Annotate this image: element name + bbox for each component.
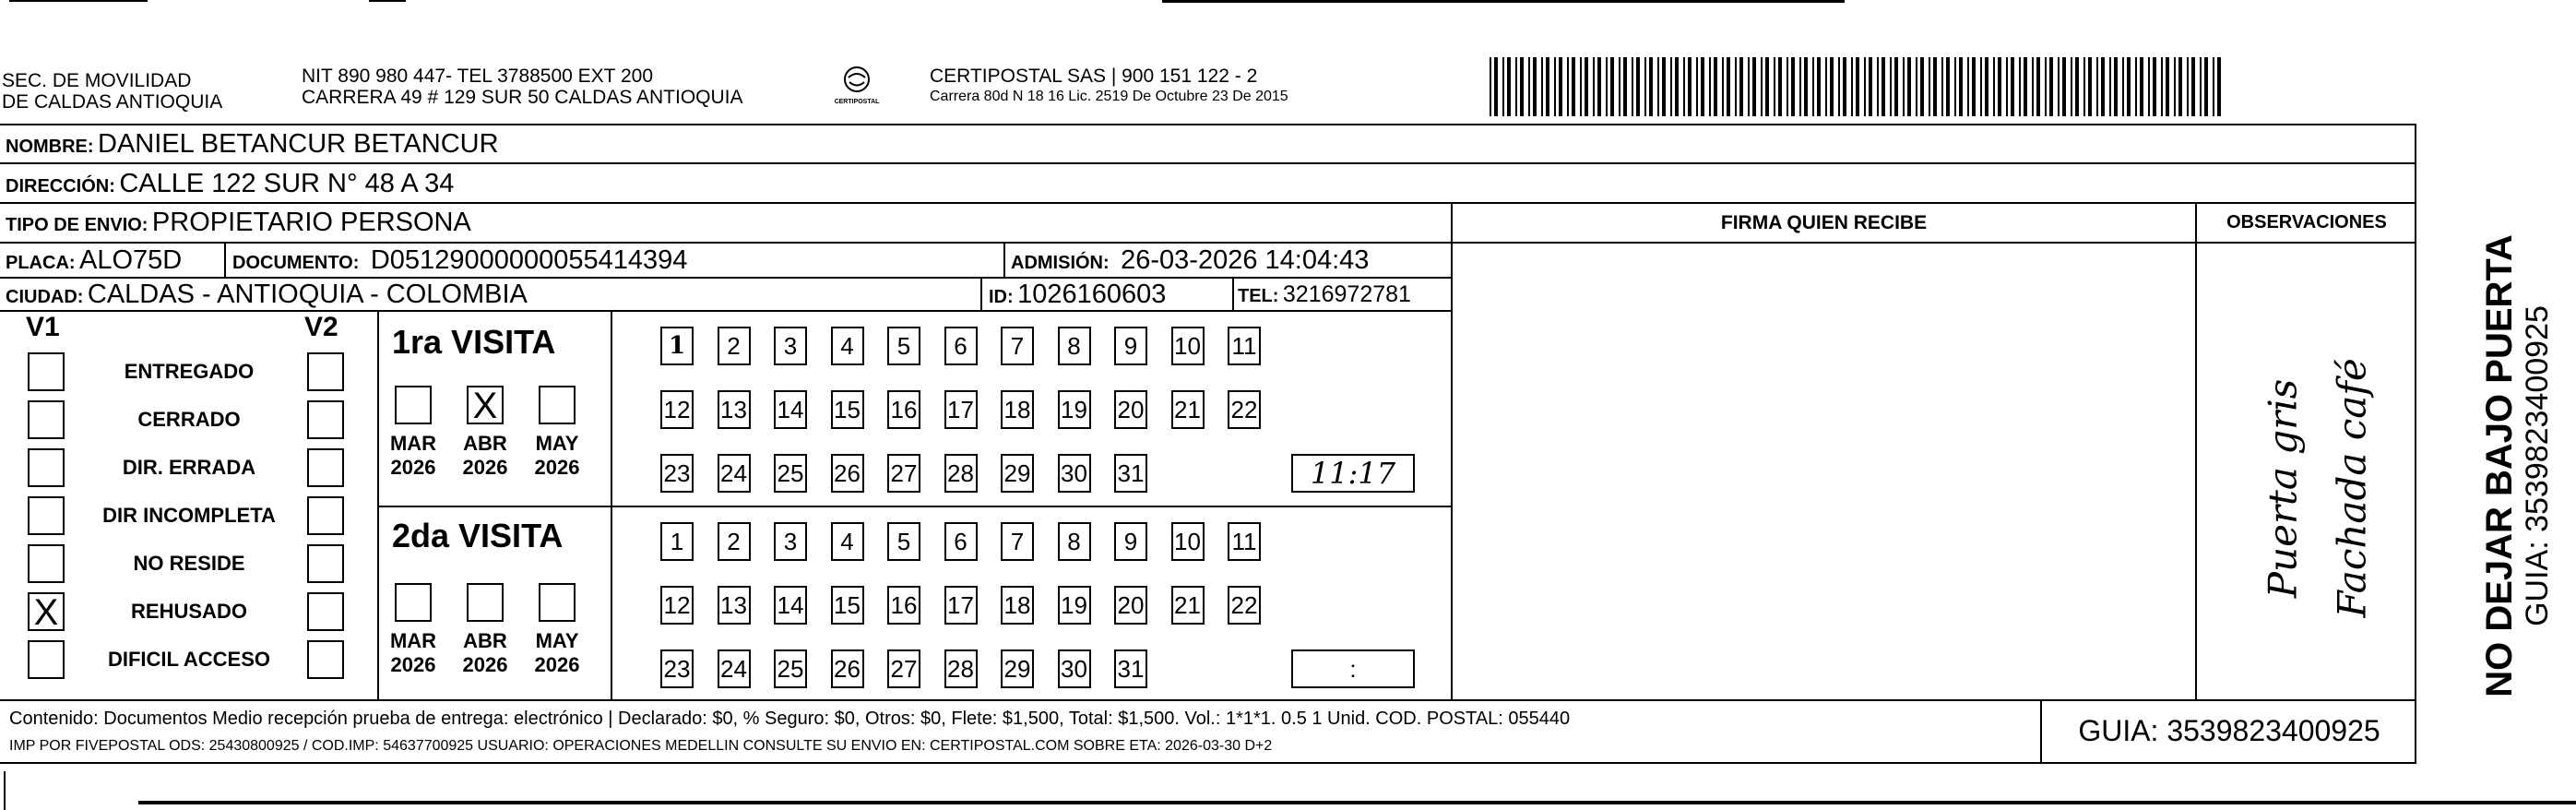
visit2-day-box[interactable]: 18 [1001,586,1034,625]
row-divider [0,162,2416,164]
barcode-bar [1946,57,1950,116]
month-year: 2026 [534,456,580,479]
barcode-bar [2127,57,2131,116]
barcode-bar [2166,57,2169,116]
direccion-value: CALLE 122 SUR N° 48 A 34 [119,169,455,198]
month-name: MAR [389,629,437,652]
sender-entity-line1: SEC. DE MOVILIDAD [2,70,192,91]
barcode-bar [1554,57,1556,116]
barcode-bar [2088,57,2092,116]
barcode-bar [1748,57,1750,116]
barcode-bar [2036,57,2040,116]
barcode-bar [1941,57,1943,116]
cell-divider [1003,243,1005,277]
documento-value: D05129000000055414394 [370,245,688,275]
barcode-bar [2200,57,2202,116]
barcode-bar [1502,57,1504,116]
visit2-day-box[interactable]: 19 [1058,586,1091,625]
barcode-bar [1765,57,1769,116]
visit1-day-box[interactable]: 15 [831,390,864,429]
v1-checkbox[interactable] [28,640,65,679]
visit1-day-box[interactable]: 24 [718,454,751,493]
visit1-day-box[interactable]: 30 [1058,454,1091,493]
barcode-bar [1817,57,1821,116]
month-name: MAY [535,629,579,652]
visit1-day-box[interactable]: 6 [944,327,978,365]
barcode-bar [2204,57,2208,116]
visit2-day-box[interactable]: 27 [887,649,920,688]
visit1-day-box[interactable]: 20 [1114,390,1147,429]
v1-checkbox[interactable] [28,352,65,391]
visit1-day-box[interactable]: 26 [831,454,864,493]
barcode-bar [1593,57,1595,116]
barcode-bar [1610,57,1614,116]
visit1-day-box[interactable]: 28 [944,454,978,493]
barcode-bar [1903,57,1905,116]
visit2-day-box[interactable]: 13 [718,586,751,625]
visit1-day-box[interactable]: 23 [660,454,694,493]
visit2-day-box[interactable]: 7 [1001,522,1034,561]
month-year: 2026 [390,653,436,676]
carrier-info [930,66,1288,105]
barcode-bar [1520,57,1524,116]
id-label: ID: [989,287,1014,307]
barcode-bar [1490,57,1491,116]
row-divider [0,310,1452,312]
barcode-bar [1739,57,1743,116]
visit1-day-box[interactable]: 3 [774,327,807,365]
barcode-bar [2135,57,2137,116]
v2-checkbox[interactable] [307,448,344,487]
visit1-day-box[interactable]: 17 [944,390,978,429]
barcode-bar [1515,57,1517,116]
visit2-day-box[interactable]: 23 [660,649,694,688]
visit2-day-box[interactable]: 1 [660,522,694,561]
barcode-bar [2058,57,2060,116]
barcode-bar [1843,57,1846,116]
barcode-bar [1559,57,1562,116]
barcode-bar [1683,57,1685,116]
v2-checkbox[interactable] [307,352,344,391]
barcode-bar [2019,57,2021,116]
visit2-day-box[interactable]: 10 [1171,522,1205,561]
month-year: 2026 [462,456,508,479]
visit2-day-box[interactable]: 31 [1114,649,1147,688]
visit2-month-label [384,629,443,677]
barcode-bar [2024,57,2027,116]
month-year: 2026 [462,653,508,676]
sender-nit: NIT 890 980 447- TEL 3788500 EXT 200 [302,66,654,87]
month-year: 2026 [390,456,436,479]
direccion-label: DIRECCIÓN: [6,176,115,197]
tipo-value: PROPIETARIO PERSONA [151,208,471,237]
visit1-day-box[interactable]: 31 [1114,454,1147,493]
v2-checkbox[interactable] [307,592,344,631]
visit1-month-checkbox[interactable] [395,386,432,424]
visit2-day-box[interactable]: 2 [718,522,751,561]
nombre-label: NOMBRE: [6,137,94,157]
barcode-bar [1920,57,1924,116]
barcode-bar [1722,57,1724,116]
visit2-day-box[interactable]: 11 [1228,522,1261,561]
visit1-day-box[interactable]: 22 [1228,390,1261,429]
sender-contact [302,66,743,108]
top-dash [9,0,148,2]
barcode-bar [2153,57,2156,116]
visit2-month-checkbox[interactable] [467,583,504,622]
barcode-bar [2049,57,2053,116]
tipo-label: TIPO DE ENVIO: [6,215,148,235]
visit2-day-box[interactable]: 6 [944,522,978,561]
observaciones-header: OBSERVACIONES [2226,212,2387,232]
visit2-day-box[interactable]: 9 [1114,522,1147,561]
visit2-month-label [456,629,515,677]
side-warning-line2: GUIA: 3539823400925 [2520,305,2555,626]
cell-divider [980,278,982,310]
visit2-day-box[interactable]: 22 [1228,586,1261,625]
sender-entity [2,70,222,113]
ciudad-cell [6,280,528,310]
barcode-bar [2045,57,2047,116]
barcode-bar [1890,57,1892,116]
barcode-bar [1804,57,1808,116]
barcode-bar [2122,57,2124,116]
barcode-bar [1494,57,1498,116]
status-label: ENTREGADO [124,360,255,383]
tel-cell [1238,281,1411,308]
month-year: 2026 [534,653,580,676]
sender-entity-line2: DE CALDAS ANTIOQUIA [2,91,223,113]
status-label: DIR. ERRADA [122,456,256,479]
visit1-month-label [384,432,443,480]
row-divider [0,699,2416,701]
placa-cell [6,245,182,276]
barcode-bar [2178,57,2182,116]
id-value: 1026160603 [1017,280,1167,309]
visit2-day-box[interactable]: 8 [1058,522,1091,561]
barcode-bar [2161,57,2163,116]
month-name: ABR [463,432,507,455]
barcode-bar [2006,57,2008,116]
carrier-address: Carrera 80d N 18 16 Lic. 2519 De Octubre 23 De 2015 [930,89,1288,104]
barcode-bar [1528,57,1530,116]
barcode-bar [1980,57,1982,116]
barcode-bar [2148,57,2150,116]
barcode-bar [1636,57,1640,116]
barcode-bar [1696,57,1698,116]
barcode-bar [1632,57,1633,116]
cell-divider [224,243,226,277]
v2-checkbox[interactable] [307,496,344,535]
barcode-bar [1972,57,1976,116]
barcode-bar [1714,57,1717,116]
visit1-day-box[interactable]: 27 [887,454,920,493]
barcode-bar [1774,57,1775,116]
month-name: ABR [463,629,507,652]
visit1-day-box[interactable]: 1 [660,327,694,365]
status-label: NO RESIDE [133,552,245,575]
barcode-bar [1675,57,1679,116]
v2-checkbox[interactable] [307,544,344,583]
barcode-bar [1649,57,1653,116]
barcode-bar [1752,57,1756,116]
firma-header: FIRMA QUIEN RECIBE [1720,212,1928,233]
visit2-day-box[interactable]: 15 [831,586,864,625]
barcode-bar [2191,57,2195,116]
barcode-bar [1580,57,1582,116]
id-cell [989,280,1166,310]
visit1-day-box[interactable]: 7 [1001,327,1034,365]
barcode-bar [1619,57,1620,116]
barcode-bar [1998,57,2001,116]
status-label: DIFICIL ACCESO [107,648,270,671]
status-label: REHUSADO [131,600,247,623]
visit2-day-box[interactable]: 16 [887,586,920,625]
barcode-bar [1623,57,1627,116]
barcode-bar [1985,57,1988,116]
sender-address: CARRERA 49 # 129 SUR 50 CALDAS ANTIOQUIA [302,87,743,108]
visit2-day-box[interactable]: 20 [1114,586,1147,625]
v1-checkbox[interactable] [28,400,65,439]
barcode-bar [1869,57,1872,116]
barcode-bar [1688,57,1692,116]
v1-checkbox[interactable] [28,544,65,583]
footer-contenido: Contenido: Documentos Medio recepción prueba de entrega: electrónico | Declarado: $0, % Seguro: $0, Otros: $0, Flete: $1,500, Total: $1,500. Vol.: 1*1*1. 0.5 1 Unid. COD. POSTAL: 055440 [9,709,1571,729]
barcode-bar [2083,57,2085,116]
col-divider [2195,202,2197,700]
barcode-bar [1662,57,1666,116]
barcode-bar [1709,57,1711,116]
visit1-day-box[interactable]: 13 [718,390,751,429]
barcode-bar [1825,57,1827,116]
barcode-bar [1916,57,1917,116]
v1-checkbox[interactable] [28,448,65,487]
barcode-bar [1933,57,1937,116]
v1-checkbox[interactable] [28,496,65,535]
top-dash [1162,0,1845,3]
barcode-bar [1929,57,1930,116]
top-dash [369,0,406,2]
visit2-day-box[interactable]: 3 [774,522,807,561]
barcode-bar [1567,57,1569,116]
v2-checkbox[interactable] [307,640,344,679]
logo-icon [838,65,875,94]
v1-checkbox[interactable] [28,592,65,631]
barcode-bar [2114,57,2118,116]
section-divider [379,506,1451,507]
barcode-bar [1799,57,1801,116]
visit1-day-box[interactable]: 4 [831,327,864,365]
visit2-month-checkbox[interactable] [395,583,432,622]
visit1-day-box[interactable]: 10 [1171,327,1205,365]
barcode-bar [1585,57,1588,116]
footer-guia: GUIA: 3539823400925 [2078,714,2380,747]
barcode-bar [1787,57,1788,116]
nombre-row [6,129,499,160]
visit1-day-box[interactable]: 25 [774,454,807,493]
barcode-bar [2217,57,2221,116]
visit2-day-box[interactable]: 26 [831,649,864,688]
visit1-day-box[interactable]: 19 [1058,390,1091,429]
documento-cell [232,245,687,276]
barcode-bar [1606,57,1608,116]
barcode-bar [2011,57,2014,116]
barcode-bar [1959,57,1963,116]
visit1-day-box[interactable]: 5 [887,327,920,365]
visit2-day-box[interactable]: 28 [944,649,978,688]
col-divider [1452,242,2416,244]
barcode-bar [1838,57,1840,116]
barcode-bar [1993,57,1995,116]
carrier-name: CERTIPOSTAL SAS | 900 151 122 - 2 [930,66,1258,87]
nombre-value: DANIEL BETANCUR BETANCUR [98,129,499,159]
visit2-day-box[interactable]: 17 [944,586,978,625]
barcode-bar [1856,57,1859,116]
visit2-day-box[interactable]: 30 [1058,649,1091,688]
direccion-row [6,169,454,199]
observaciones-handwritten-1: Puerta gris [2260,378,2306,599]
col-divider [1451,202,1453,700]
visit2-day-box[interactable]: 24 [718,649,751,688]
barcode-bar [1701,57,1704,116]
visit2-day-box[interactable]: 5 [887,522,920,561]
v2-label: V2 [304,312,338,342]
barcode-bar [1967,57,1969,116]
visit2-day-box[interactable]: 14 [774,586,807,625]
barcode-bar [2187,57,2189,116]
barcode-bar [1882,57,1885,116]
admision-label: ADMISIÓN: [1011,253,1110,273]
visit2-time-box[interactable]: : [1291,649,1415,688]
barcode-bar [1954,57,1956,116]
logo-caption: CERTIPOSTAL [834,99,880,105]
barcode-bar [2071,57,2072,116]
barcode-bar [1657,57,1659,116]
visit1-day-box[interactable]: 2 [718,327,751,365]
visit1-time-box[interactable]: 11:17 [1291,454,1415,493]
bottom-edge [138,801,2576,804]
visit2-day-box[interactable]: 12 [660,586,694,625]
footer-imp: IMP POR FIVEPOSTAL ODS: 25430800925 / COD.IMP: 54637700925 USUARIO: OPERACIONES MEDELLIN CONSULTE SU ENVIO EN: CERTIPOSTAL.COM SOBRE ETA: 2026-03-30 D+2 [9,738,1273,754]
visit1-month-checkbox[interactable] [539,386,576,424]
visit2-day-box[interactable]: 29 [1001,649,1034,688]
barcode-bar [1644,57,1646,116]
left-edge-mark [4,771,6,810]
barcode-bar [1864,57,1866,116]
barcode-bar [2140,57,2143,116]
observaciones-handwritten-2: Fachada café [2329,358,2375,618]
barcode-bar [2096,57,2098,116]
barcode [1490,57,2227,116]
visit1-day-box[interactable]: 16 [887,390,920,429]
visit1-day-box[interactable]: 21 [1171,390,1205,429]
barcode-bar [1735,57,1737,116]
barcode-bar [1546,57,1549,116]
visit1-day-box[interactable]: 9 [1114,327,1147,365]
barcode-bar [1851,57,1853,116]
visit1-day-box[interactable]: 18 [1001,390,1034,429]
visit1-day-box[interactable]: 11 [1228,327,1261,365]
barcode-bar [1907,57,1911,116]
barcode-bar [1541,57,1543,116]
barcode-bar [1877,57,1879,116]
barcode-bar [2101,57,2105,116]
placa-value: ALO75D [79,245,183,275]
barcode-bar [1830,57,1834,116]
barcode-bar [1791,57,1795,116]
v1-label: V1 [26,312,60,342]
placa-label: PLACA: [6,253,76,273]
visit2-day-box[interactable]: 21 [1171,586,1205,625]
barcode-bar [2213,57,2214,116]
row-divider [0,202,2416,204]
side-warning-line1: NO DEJAR BAJO PUERTA [2479,234,2520,697]
visit1-month-checkbox[interactable] [467,386,504,424]
barcode-bar [1727,57,1730,116]
admision-cell [1011,245,1369,276]
v2-checkbox[interactable] [307,400,344,439]
barcode-bar [2062,57,2066,116]
v1-checkbox-mark: X [33,592,59,633]
visit1-month-mark: X [472,386,498,426]
visit1-month-label [456,432,515,480]
visit1-day-box[interactable]: 29 [1001,454,1034,493]
visit2-day-box[interactable]: 25 [774,649,807,688]
barcode-bar [1507,57,1511,116]
visit1-month-label [528,432,587,480]
visit2-day-box[interactable]: 4 [831,522,864,561]
ciudad-value: CALDAS - ANTIOQUIA - COLOMBIA [87,280,528,309]
certipostal-logo [825,65,889,115]
month-name: MAY [535,432,579,455]
ciudad-label: CIUDAD: [6,287,84,307]
tel-label: TEL: [1238,286,1279,306]
barcode-bar [1894,57,1898,116]
documento-label: DOCUMENTO: [232,253,360,273]
visit1-title: 1ra VISITA [392,323,556,361]
admision-value: 26-03-2026 14:04:43 [1121,245,1370,275]
visit2-month-label [528,629,587,677]
visit2-title: 2da VISITA [392,517,564,554]
barcode-bar [1761,57,1763,116]
barcode-bar [2032,57,2034,116]
barcode-bar [1670,57,1672,116]
barcode-bar [2174,57,2176,116]
barcode-bar [2075,57,2079,116]
barcode-bar [1597,57,1601,116]
visit2-month-checkbox[interactable] [539,583,576,622]
visit1-day-box[interactable]: 8 [1058,327,1091,365]
barcode-bar [1778,57,1782,116]
status-label: DIR INCOMPLETA [102,504,276,527]
barcode-bar [1812,57,1814,116]
month-name: MAR [389,432,437,455]
tel-value: 3216972781 [1282,281,1411,307]
visit1-day-box[interactable]: 12 [660,390,694,429]
barcode-bar [1572,57,1575,116]
cell-divider [1232,278,1234,310]
status-label: CERRADO [137,408,241,431]
visit1-day-box[interactable]: 14 [774,390,807,429]
barcode-bar [1533,57,1537,116]
tipo-row [6,208,471,238]
barcode-bar [2109,57,2111,116]
side-warning [2479,143,2576,789]
